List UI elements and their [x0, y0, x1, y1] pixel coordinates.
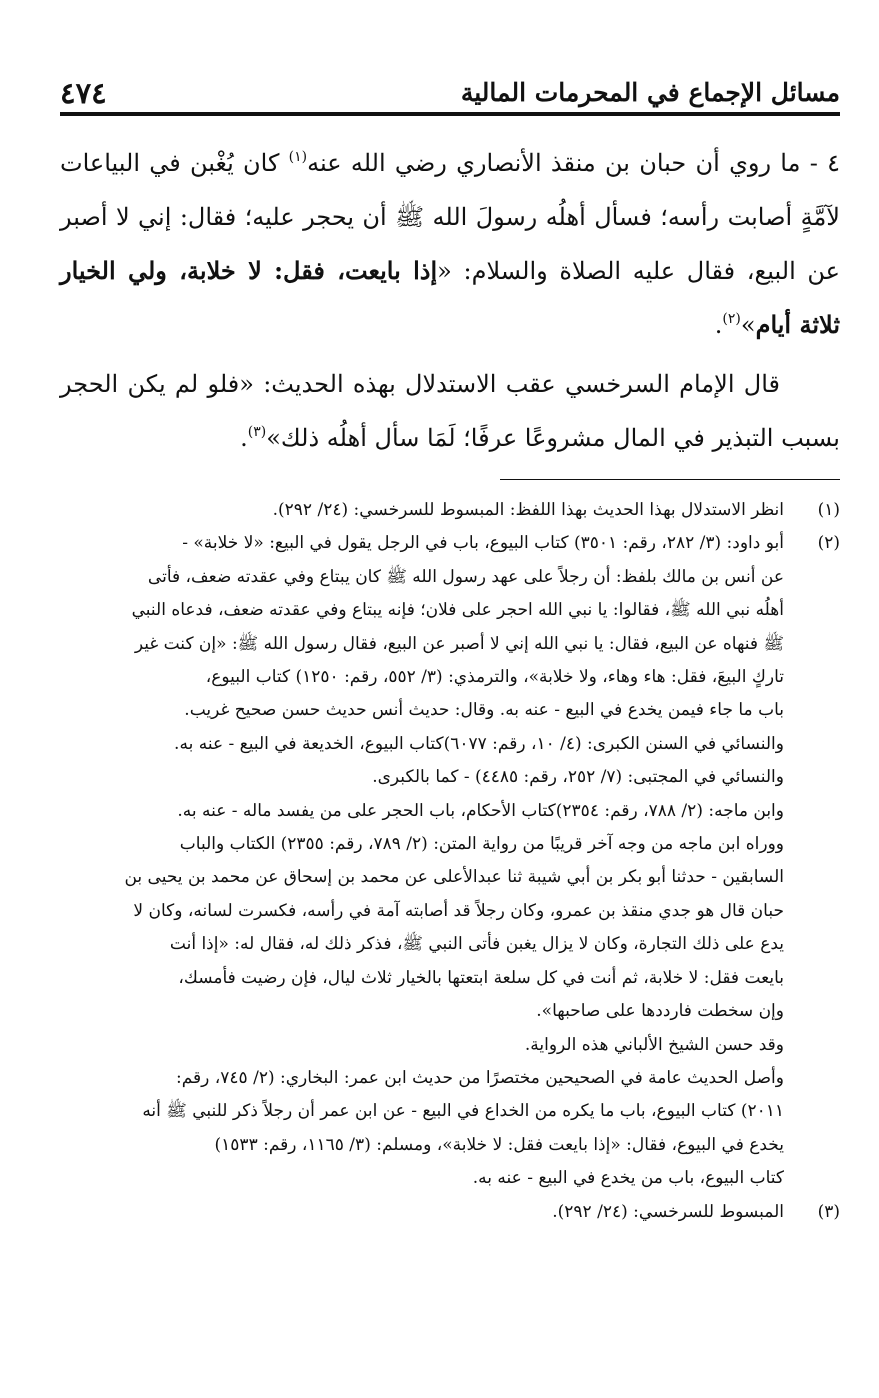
page-number: ٤٧٤: [60, 76, 107, 110]
paragraph-sarakhsi: [60, 357, 840, 465]
main-text: [60, 136, 840, 465]
footnote-line: عن أنس بن مالك بلفظ: أن رجلاً على عهد رسول الله ﷺ كان يبتاع وفي عقدته ضعف، فأتى: [147, 566, 784, 587]
footnote-line: باب ما جاء فيمن يخدع في البيع - عنه به. وقال: حديث أنس حديث حسن صحيح غريب.: [184, 700, 784, 721]
footnote-line: أبو داود: (٣/ ٢٨٢، رقم: ٣٥٠١) كتاب البيوع، باب في الرجل يقول في البيع: «لا خلابة» -: [182, 533, 784, 554]
footnote-2: [60, 527, 840, 1195]
footnote-separator: [500, 479, 840, 480]
sarakhsi-end: .: [240, 424, 248, 452]
footnote-line: والنسائي في المجتبى: (٧/ ٢٥٢، رقم: ٤٤٨٥) - كما بالكبرى.: [372, 767, 784, 788]
hadith-intro: ٤ - ما روي أن حبان بن منقذ الأنصاري رضي الله عنه: [307, 149, 840, 177]
footnote-line: والنسائي في السنن الكبرى: (٤/ ١٠، رقم: ٦٠٧٧)كتاب البيوع، الخديعة في البيع - عنه به.: [174, 733, 784, 754]
hadith-end: .: [714, 311, 723, 339]
footnote-number: (٣): [817, 1201, 840, 1222]
footnote-line: ٢٠١١) كتاب البيوع، باب ما يكره من الخداع في البيع - عن ابن عمر أن رجلاً ذكر للنبي ﷺ أنه: [142, 1101, 784, 1122]
footnote-number: (١): [817, 500, 840, 520]
footnote-line: كتاب البيوع، باب من يخدع في البيع - عنه به.: [472, 1168, 784, 1189]
footnote-text: انظر الاستدلال بهذا الحديث بهذا اللفظ: المبسوط للسرخسي: (٢٤/ ٢٩٢).: [272, 500, 784, 520]
header-rule: [60, 112, 840, 116]
running-header: [60, 70, 840, 118]
book-page: [60, 70, 840, 1229]
footnote-text: المبسوط للسرخسي: (٢٤/ ٢٩٢).: [552, 1201, 784, 1222]
footnote-1: [60, 494, 840, 527]
footnotes: [60, 494, 840, 1229]
footnote-line: حبان قال هو جدي منقذ بن عمرو، وكان رجلاً قد أصابته آمة في رأسه، فكسرت لسانه، وكان لا: [133, 900, 784, 921]
footnote-line: ﷺ فنهاه عن البيع، فقال: يا نبي الله إني لا أصبر عن البيع، فقال رسول الله ﷺ: «إن كنت غير: [134, 633, 784, 654]
footnote-ref-2: (٢): [722, 311, 741, 327]
footnote-line: وأصل الحديث عامة في الصحيحين مختصرًا من حديث ابن عمر: البخاري: (٢/ ٧٤٥، رقم:: [175, 1067, 784, 1088]
footnote-line: وإن سخطت فارددها على صاحبها».: [536, 1001, 784, 1022]
hadith-quote: إذا بايعت، فقل: لا خلابة، ولي الخيار ثلاثة أيام: [60, 256, 840, 339]
footnote-line: وقد حسن الشيخ الألباني هذه الرواية.: [524, 1034, 784, 1055]
footnote-line: يدع على ذلك التجارة، وكان لا يزال يغبن فأتى النبي ﷺ، فذكر ذلك له، فقال له: «إذا أنت: [169, 934, 784, 955]
footnote-line: وابن ماجه: (٢/ ٧٨٨، رقم: ٢٣٥٤)كتاب الأحكام، باب الحجر على من يفسد ماله - عنه به.: [177, 800, 784, 821]
footnote-line: بايعت فقل: لا خلابة، ثم أنت في كل سلعة ابتعتها بالخيار ثلاث ليال، فإن رضيت فأمسك،: [178, 967, 784, 988]
footnote-line: تاركٍ البيعَ، فقل: هاء وهاء، ولا خلابة»، والترمذي: (٣/ ٥٥٢، رقم: ١٢٥٠) كتاب البيوع،: [205, 667, 784, 688]
hadith-quote-close: »: [740, 311, 756, 339]
footnote-line: يخدع في البيوع، فقال: «إذا بايعت فقل: لا خلابة»، ومسلم: (٣/ ١١٦٥، رقم: ١٥٣٣): [214, 1134, 784, 1155]
footnote-ref-3: (٣): [247, 424, 267, 440]
footnote-text: [60, 527, 784, 1195]
footnote-ref-1: (١): [288, 149, 308, 165]
footnote-line: ووراه ابن ماجه من وجه آخر قريبًا من رواية المتن: (٢/ ٧٨٩، رقم: ٢٣٥٥) الكتاب والباب: [179, 834, 784, 855]
paragraph-hadith: [60, 136, 840, 352]
footnote-3: [60, 1196, 840, 1229]
running-title: مسائل الإجماع في المحرمات المالية: [460, 78, 840, 107]
footnote-number: (٢): [817, 533, 840, 554]
hadith-text: كان يُغْبن في البياعات لآمَّةٍ أصابت رأسه؛ فسأل أهلُه رسولَ الله ﷺ أن يحجر عليه؛ فقال: إني لا أصبر عن البيع، فقال عليه الصلاة والسلام: «: [60, 149, 841, 285]
sarakhsi-text: قال الإمام السرخسي عقب الاستدلال بهذه الحديث: «فلو لم يكن الحجر بسبب التبذير في المال مشروعًا عرفًا؛ لَمَا سأل أهلُه ذلك»: [60, 370, 840, 452]
footnote-line: أهلُه نبي الله ﷺ، فقالوا: يا نبي الله احجر على فلان؛ فإنه يبتاع وفي عقدته ضعف، فدعاه النبي: [131, 600, 784, 621]
footnote-line: السابقين - حدثنا أبو بكر بن أبي شيبة ثنا عبدالأعلى عن محمد بن إسحاق عن محمد بن يحيى بن: [124, 867, 784, 888]
